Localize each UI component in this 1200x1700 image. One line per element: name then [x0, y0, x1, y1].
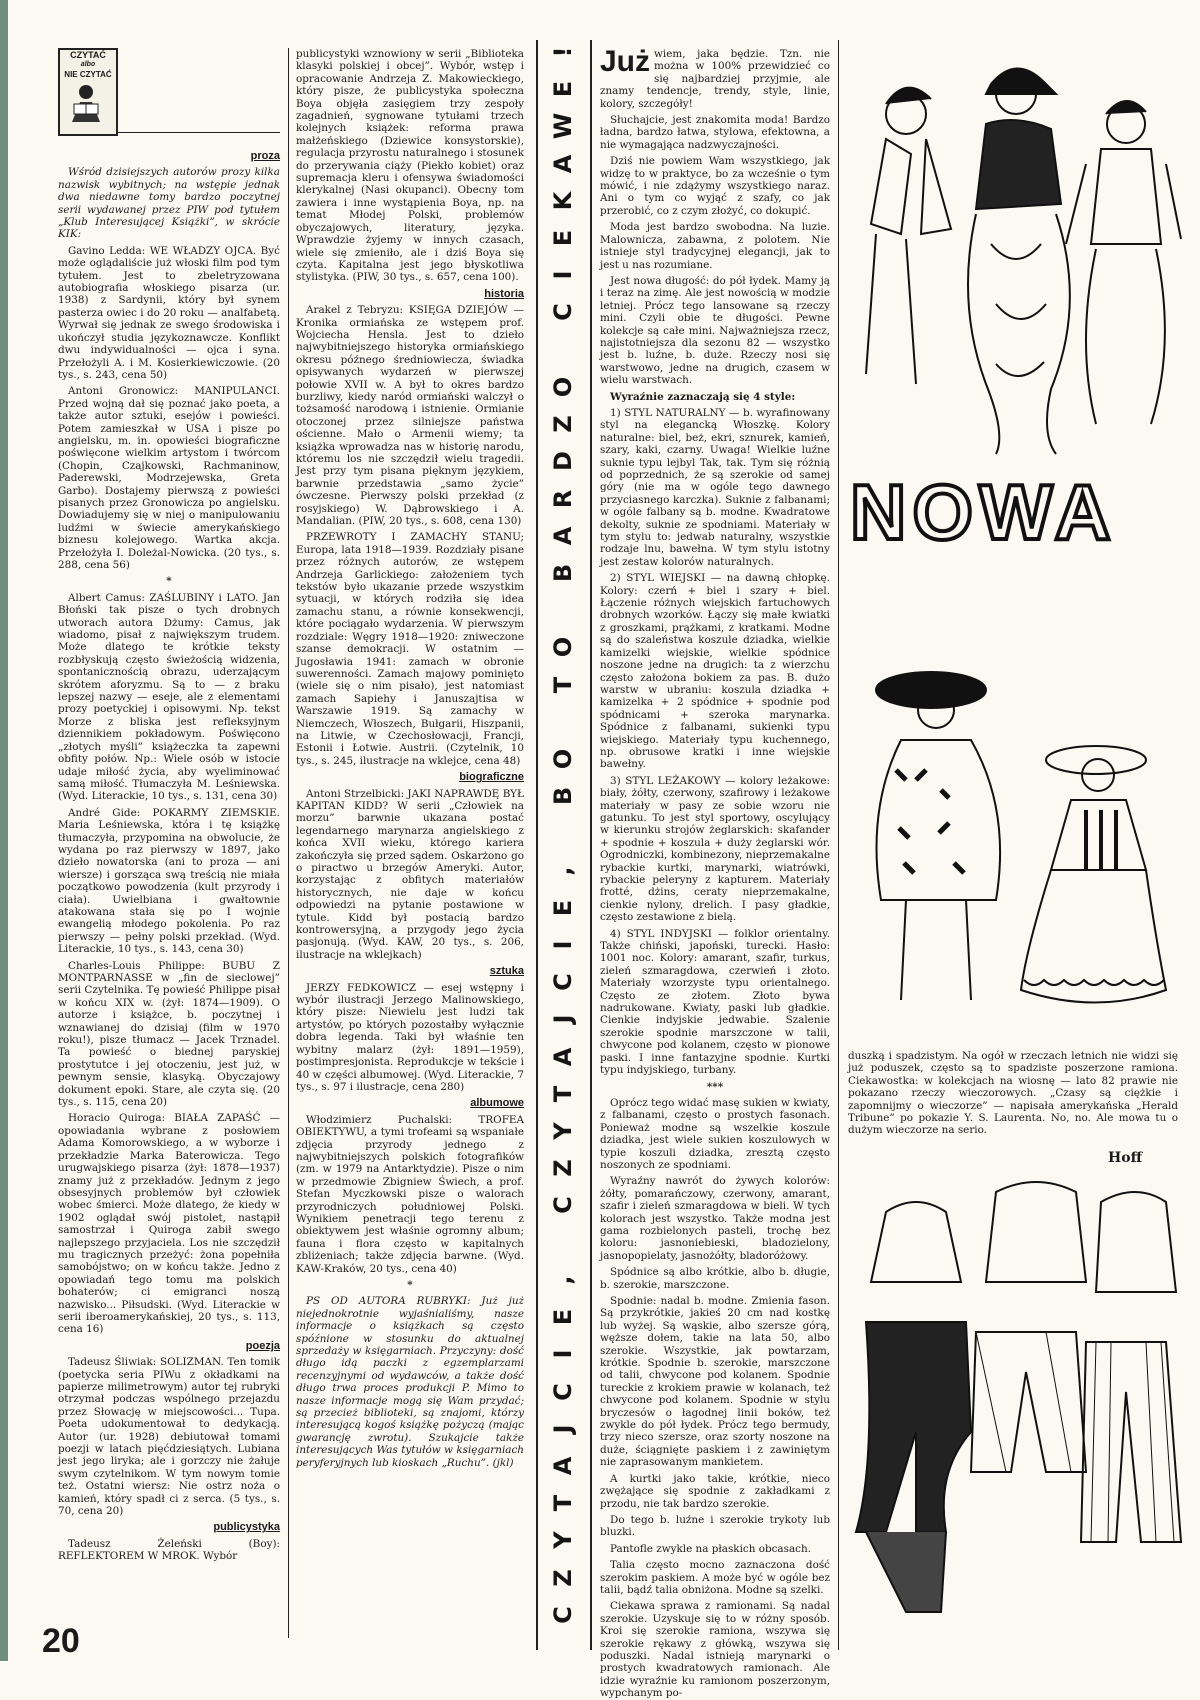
section-label-sztuka: sztuka	[489, 965, 524, 978]
banner-letter: Z	[549, 415, 577, 433]
logo-line3: NIE CZYTAĆ	[64, 70, 112, 79]
section-label-biograficzne: biograficzne	[459, 771, 524, 784]
article-paragraph: Dziś nie powiem Wam wszystkiego, jak widzę to w praktyce, bo za wcześnie o tym mówić, i nie zdążymy wszystkiego naraz. Ani o tym co wyjąć z szafy, co jak przerobić, co z czym złożyć, co dokupić.	[600, 155, 830, 217]
banner-letter: T	[549, 676, 577, 693]
separator-star-2: *	[407, 1279, 413, 1291]
banner-letter: ,	[549, 866, 577, 876]
review-przewroty: PRZEWROTY I ZAMACHY STANU; Europa, lata 1918—1939. Rozdziały pisane przez różnych autorów, ze wstępem Andrzeja Garlickiego: założeniem tych tekstów było ukazanie przede wszystkim sytuacji, w których rodziła się idea zamachu stanu, a równie konsekwencji, które pociągało wydarzenia. W pierwszym rozdziale: Węgry 1918—1920: zniweczone szanse demokracji. W ostatnim — Jugosławia 1941: zamach w obronie suwerenności. Zamach majowy pominięto (wiele się o nim pisało), jest natomiast zamach Sapiehy i Januszajtisa w Warszawie 1919. Są zamachy w Niemczech, Włoszech, Bułgarii, Hiszpanii, na Litwie, w Czechosłowacji, Francji, Estonii i Łotwie. Austrii. (Czytelnik, 10 tys., s. 245, ilustracje na wklejce, cena 48)	[296, 531, 524, 767]
styles-heading: Wyraźnie zaznaczają się 4 style:	[610, 390, 796, 403]
page-number: 20	[42, 1622, 80, 1660]
banner-letter: I	[549, 270, 577, 280]
review-camus: Albert Camus: ZAŚLUBINY i LATO. Jan Błoński tak pisze o tych drobnych utworach autora Dżumy: Camus, jak wiadomo, pisał z największym trudem. Może dlatego te krótkie teksty rozbłyskują często świeżością widzenia, spontanicznością obrazu, uderzającym skrótem aforyzmu. Są to — z braku lepszej nazwy — eseje, ale z elementami prozy poetyckiej i opisowymi. Np. tekst Morze z bliska jest refleksyjnym dziennikiem pokładowym. Poświęcono „złotych myśli” książeczka ta zapewni obfity połów. Np.: Wiele osób w istocie udaje miłość życia, aby wyeliminować samą miłość. Tłumaczyła M. Leśniewska. (Wyd. Literackie, 10 tys., s. 131, cena 30)	[58, 591, 280, 803]
column-divider-3	[590, 40, 592, 1650]
reading-figure-icon	[60, 80, 112, 126]
column-divider-2	[536, 40, 538, 1650]
review-strzelbicki: Antoni Strzelbicki: JAKI NAPRAWDĘ BYŁ KAPITAN KIDD? W serii „Człowiek na morzu” barwnie ukazana postać legendarnego marynarza angielskiego z końca XVII wieku, którego kariera zakończyła się przed sądem. Oskarżono go o piractwo u brzegów Ameryki. Autor, korzystając z obfitych materiałów historycznych, nie daje w końcu odpowiedzi na pytanie postawione w tytule. Kidd był postacią bardzo kontrowersyjną, a przygody jego życia pasjonują. (Wyd. KAW, 20 tys., s. 206, ilustracje na wklejkach)	[296, 787, 524, 961]
column-logo	[58, 48, 118, 136]
review-puchalski: Włodzimierz Puchalski: TROFEA OBIEKTYWU, a tymi trofeami są wspaniałe zdjęcia przyrody jednego z najwybitniejszych polskich fotografików (zm. w 1979 na Antarktydzie). Pisze o nim w przedmowie Zbigniew Świech, a prof. Stefan Myczkowski pisze o walorach przyrodniczych południowej Polski. Wynikiem penetracji tego terenu z obiektywem jest właśnie ogromny album; fauna i flora często w kapitalnych zbliżeniach; także zdjęcia barwne. (Wyd. KAW-Kraków, 20 tys., cena 40)	[296, 1113, 524, 1275]
style-rural: 2) STYL WIEJSKI — na dawną chłopkę. Kolory: czerń + biel i szary + biel. Łączenie różnych wiejskich fartuchowych drobnych wzorków. Łączy się małe kwiatki z groszkami, prążkami, z kratkami. Modne są do szaleństwa koszule dziadka, wielkie kamizelki wiejskie, wielkie spódnice noszone jedne na drugich: ta z wierzchu często założona bokiem za pas. B. dużo warstw w ubraniu: koszula dziadka + kamizelka + 2 spódnice + spodnie pod spódnicami + szeroka marynarka. Spódnice z falbanami, sukienki typu wiejskiego. Materiały typu kuchennego, np. obrusowe kratki i inne wiejskie bawełny.	[600, 572, 830, 771]
page-edge	[0, 0, 8, 1661]
banner-letter: C	[549, 1382, 577, 1401]
section-label-albumowe: albumowe	[470, 1097, 524, 1110]
logo-rule	[118, 132, 280, 133]
banner-letter: Z	[549, 1568, 577, 1587]
ps-note: PS OD AUTORA RUBRYKI: Już już niejednokrotnie wyjaśnialiśmy, nasze informacje o książkach są często spóźnione w stosunku do aktualnej sprzedaży w księgarniach. Przyczyny: dość długo idą paczki z egzemplarzami recenzyjnymi od wydawców, a także dość długo trwa proces produkcji P. Mimo to nasze informacje mogą się Wam przydać; są przecież biblioteki, są znajomi, którzy interesującą kogoś książkę pożyczą (mając gwarancję zwrotu). Szukajcie także interesujących Was tytułów w księgarniach peryferyjnych lub kioskach „Ruchu”. (jkl)	[296, 1295, 524, 1469]
article-paragraph: Spódnice są albo krótkie, albo b. długie, b. szerokie, marszczone.	[600, 1266, 830, 1291]
banner-letter: C	[549, 1196, 577, 1215]
logo-line2: albo	[80, 61, 96, 68]
review-arakel: Arakel z Tebryzu: KSIĘGA DZIEJÓW — Kronika ormiańska ze wstępem prof. Wojciecha Hensla. Jest to dzieło najwybitniejszego historyka ormiańskiego okresu późnego średniowiecza, świadka opisywanych wydarzeń w pierwszej połowie XVII w. A był to okres bardzo burzliwy, kiedy naród ormiański walczył o tożsamość narodową i istnienie. Ormianie otoczonej przez silniejsze państwa ościenne. Mało o Armenii wiemy; ta książka wprowadza nas w historię narodu, któremu los nie szczędził wielu tragedii. Jest przy tym pisana pięknym językiem, barwnie przedstawia „samo życie” ówczesne. Pierwszy polski przekład (z rosyjskiego) W. Dąbrowskiego i A. Mandalian. (PIW, 20 tys., s. 608, cena 130)	[296, 304, 524, 528]
banner-letter: C	[549, 1605, 577, 1624]
column-divider-1	[288, 48, 289, 1638]
book-review-column-1	[58, 150, 280, 1645]
section-label-poezja: poezja	[245, 1339, 280, 1352]
article-paragraph: Pantofle zwykle na płaskich obcasach.	[610, 1542, 811, 1555]
banner-letter: T	[549, 1085, 577, 1103]
banner-letter: O	[549, 376, 577, 398]
banner-letter: ,	[549, 1275, 577, 1285]
article-paragraph: Wyraźny nawrót do żywych kolorów: żółty, pomarańczowy, czerwony, amarant, szafir i zieleń szmaragdowa w bieli. W tych kolorach jest wszystko. Także modna jest gama rozbielonych pasteli, trochę bez koloru: jasnoniebieski, bladozielony, jasnopopielaty, jasnożółty, bladoróżowy.	[600, 1175, 830, 1262]
fashion-article-continuation	[848, 1050, 1178, 1140]
lead-text: wiem, jaka będzie. Tzn. nie można w 100% przewidzieć co się najbardziej przyjmie, ale znamy tendencje, trendy, style, linie, kolory, szczegóły!	[600, 48, 830, 110]
article-paragraph: Słuchajcie, jest znakomita moda! Bardzo ładna, bardzo łatwa, stylowa, efektowna, a nie wymagająca nadzwyczajności.	[600, 114, 830, 151]
drop-cap: Już	[600, 45, 651, 78]
intro-paragraph: Wśród dzisiejszych autorów prozy kilka nazwisk wybitnych; na wstępie jednak dwa niedawne tomy bardzo poczytnej serii wydawanej przez PIW pod tytułem „Klub Interesującej Książki”, w skrócie KIK:	[58, 166, 280, 241]
banner-letter: O	[549, 637, 577, 658]
article-paragraph: Oprócz tego widać masę sukien w kwiaty, z falbanami, często o prostych fasonach. Ponieważ modne są wszelkie koszule dziadka, jest wiele sukien koszulowych w typie koszuli dziadka, zresztą często noszonych ze spodniami.	[600, 1096, 830, 1171]
section-label-publicystyka: publicystyka	[213, 1521, 280, 1534]
vertical-banner	[544, 40, 582, 1640]
banner-letter: !	[549, 46, 577, 58]
style-indian: 4) STYL INDYJSKI — folklor orientalny. Także chiński, japoński, turecki. Hasło: 1001 noc. Kolory: amarant, szafir, turkus, zieleń szmaragdowa, czerwień i złoto. Materiały wzorzyste typu orientalnego. Często ze złotem. Złoto bywa nadrukowane. Kwiaty, paski lub gładkie. Cienkie indyjskie jedwabie. Szalenie szerokie spodnie marszczone w talii, chwycone pod kolanem, często w pionowe paski. I inne fantazyjne spodnie. Kurtki typu indyjskiego, turbany.	[600, 927, 830, 1077]
banner-letter: A	[549, 526, 577, 546]
banner-letter: E	[549, 81, 577, 98]
review-ledda: Gavino Ledda: WE WŁADZY OJCA. Być może oglądaliście już włoski film pod tym tytułem. Jest to zbeletryzowana autobiografia włoskiego pisarza (ur. 1938) z Sardynii, który był synem pasterza owiec i do 20 roku — analfabetą. Wyrwał się jednak ze swego środowiska i ukończył studia językoznawcze. Konflikt dwu indywidualności — ojca i syna. Przełożyli A. i M. Kosierkiewiczowie. (20 tys., s. 243, cena 50)	[58, 244, 280, 381]
banner-letter: D	[549, 451, 577, 472]
article-paragraph: A kurtki jako takie, krótkie, nieco zwężające się spodnie z zakładkami z przodu, nie tak bardzo szerokie.	[600, 1472, 830, 1510]
banner-letter: Y	[549, 1122, 577, 1140]
headline	[850, 470, 1186, 554]
banner-letter: W	[549, 113, 577, 140]
section-label-historia: historia	[484, 287, 524, 300]
review-quiroga: Horacio Quiroga: BIAŁA ZAPAŚĆ — opowiadania wybrane z posłowiem Adama Komorowskiego, a w wyborze i przekładzie Marka Baterowicza. Tego urugwajskiego pisarza (żył: 1878—1937) znamy już z przekładów. Jednym z jego obsesyjnych problemów był człowiek wobec śmierci. Może dlatego, że kiedy w 1902 oglądał swój pistolet, nastąpił samostrzał i Quiroga zabił swego najlepszego przyjaciela. Los nie szczędził mu tragicznych przeżyć: żona popełniła samobójstwo; on w końcu także. Jedno z opowiadań tego tomu ma polskich bohaterów; ci emigranci noszą nazwisko... Piłsudski. (Wyd. Literackie w serii iberoamerykańskiej, 20 tys., s. 113, cena 16)	[58, 1112, 280, 1336]
banner-letter: C	[549, 973, 577, 992]
article-paragraph: Talia często mocno zaznaczona dość szerokim paskiem. A może być w ogóle bez talii, bądź talia obniżona. Modne są szelki.	[600, 1559, 830, 1596]
headline-text: NOWA	[850, 468, 1117, 556]
banner-letter: E	[549, 229, 577, 247]
fashion-illustration-two-dresses	[846, 570, 1186, 1040]
separator-star: *	[166, 575, 172, 588]
banner-letter: A	[549, 154, 577, 173]
banner-letter: E	[549, 899, 577, 917]
banner-letter: O	[549, 748, 577, 770]
fashion-article-column	[600, 45, 830, 1700]
article-paragraph: Spodnie: nadal b. modne. Zmienia fason. Są przykrótkie, jakieś 20 cm nad kostkę lub wyżej. Są wąskie, albo szersze górą, węższe dołem, takie na lata 50, albo szerokie. Wszystkie, jak powtarzam, krótkie. Spodnie b. szerokie, marszczone od talii, chwycone pod kolanem. Spodnie tureckie z krokiem prawie w kolanach, też chwycone pod kolanem. Spodnie w stylu bryczesów o łagodnej linii boków, też zwykle do pół łydek. Prócz tego bermudy, trzy nieco szersze, oraz szorty noszone na duże, ściągnięte paskiem i z zawiniętym nie zaprasowanym mankietem.	[600, 1295, 830, 1469]
review-philippe: Charles-Louis Philippe: BUBU Z MONTPARNASSE w „fin de sieclowej” serii Czytelnika. Tę powieść Philippe pisał w końcu XIX w. (żył: 1874—1909). O autorze i książce, b. poczytnej i wznawianej do dzisiaj (film w 1970 roku!), pisze tłumacz — Jacek Trznadel. Ta powieść o biednej paryskiej prostytutce i jej otoczeniu, jest już, w pewnym sensie, klasyką. Obyczajowy dokument epoki. Stare, ale czyta się. (20 tys., s. 115, cena 20)	[58, 959, 280, 1109]
review-boy-cont: publicystyki wznowiony w serii „Biblioteka klasyki polskiej i obcej”. Wybór, wstęp i opracowanie Andrzeja Z. Makowieckiego, który pisze, że publicystyka społeczna Boya objęła zasięgiem trzy zespoły zagadnień, sygnowane tytułami trzech kolejnych książek: reforma prawa małżeńskiego (Dziewice konsystorskie), regulacja przyrostu naturalnego i stosunek do przerywania ciąży (Piekło kobiet) oraz supremacja kleru i ofensywa świadomości klerykalnej (Nasi okupanci). Obecny tom zawiera i inne wystąpienia Boya, np. na temat Młodej Polski, problemów obyczajowych, literatury, języka. Wprawdzie żyjemy w innych czasach, wiele się zmieniło, ale i dziś Boya się czyta. Kapitalna jest jego błyskotliwa stylistyka. (PIW, 30 tys., s. 657, cena 100).	[296, 48, 524, 284]
fashion-illustration-three-women	[846, 44, 1186, 464]
banner-letter: A	[549, 1456, 577, 1476]
separator-stars: ***	[706, 1080, 724, 1093]
banner-letter: Y	[549, 1531, 577, 1550]
article-paragraph: Jest nowa długość: do pół łydek. Mamy ją i teraz na zimę. Ale jest nowością w modzie letniej. Prócz tego lansowane są rzeczy mini. Czyli obie te długości. Pewne kolekcje są całe mini. Najważniejsza rzecz, najistotniejsza dla sezonu 82 — wszystko jest b. luźne, b. duże. Rzeczy nosi się warstwowo, jedne na drugich, czasem w wielu warstwach.	[600, 274, 830, 387]
banner-letter: C	[549, 303, 577, 322]
banner-letter: B	[549, 787, 577, 806]
logo-line1: CZYTAĆ	[70, 50, 106, 60]
review-sliwiak: Tadeusz Śliwiak: SOLIZMAN. Ten tomik (poetycka seria PIWu z okładkami na papierze milimetrowym) autor tej rubryki otrzymał podczas wspólnego przejazdu przez Słowację w miejscowości... Tupa. Poeta udokumentował to dedykacją. Autor (ur. 1928) debiutował tomami poezji w latach pięćdziesiątych. Lubiana jest jego liryka; ale i gorzczy nie żałuje swym czytelnikom. W tym nowym tomie też. Ostatni wiersz: Nie ostrz noża o kamień, który spadł ci z serca. (5 tys., s. 70, cena 20)	[58, 1356, 280, 1518]
banner-letter: J	[549, 1424, 577, 1434]
review-boy: Tadeusz Żeleński (Boy): REFLEKTOREM W MROK. Wybór	[58, 1537, 280, 1563]
banner-letter: T	[549, 1494, 577, 1512]
banner-letter: E	[549, 1308, 577, 1326]
banner-letter: A	[549, 1047, 577, 1066]
review-gide: André Gide: POKARMY ZIEMSKIE. Maria Leśniewska, która i tę książkę tłumaczyła, przypomina na obwolucie, że wydana po raz pierwszy w 1897, jako dzieło nowatorska (ani to proza — ani wiersze) i gorsząca swą treścią nie miała początkowo powodzenia (kult przyrody i ciała). Uwielbiana i gwałtownie atakowana stała się po I wojnie ewangelią młodego pokolenia. Po raz pierwszy — pełny polski przekład. (Wyd. Literackie, 10 tys., s. 143, cena 30)	[58, 806, 280, 956]
continuation-paragraph: duszką i spadzistym. Na ogół w rzeczach letnich nie widzi się już poduszek, często są to spadziste poszerzone ramiona. Ciekawostka: w kolekcjach na wiosnę — lato 82 prawie nie pokazano rzeczy wieczorowych. „Czasy są ciężkie i zapomnijmy o wieczorze” — napisała amerykańska „Herald Tribune” po pokazie Y. S. Laurenta. No, no. Ale mowa tu o dużym wieczorze na serio.	[848, 1050, 1178, 1137]
author-signature: Hoff	[1108, 1150, 1143, 1166]
banner-letter: J	[549, 1014, 577, 1024]
banner-letter: I	[549, 1349, 577, 1359]
banner-letter: I	[549, 940, 577, 950]
book-review-column-2	[296, 48, 524, 1638]
banner-letter: K	[549, 191, 577, 211]
article-paragraph: Ciekawa sprawa z ramionami. Są nadal szerokie. Uzyskuje się to w różny sposób. Kroi się szerokie ramiona, wszywa się szerokie rękawy z główką, wszywa się poduszki. Nadal istnieją marynarki o prostych kwadratowych ramionach. Ale idzie wyraźnie ku ramionom poszerzonym, wypchanym po-	[600, 1600, 830, 1700]
banner-letter: R	[549, 489, 577, 508]
article-paragraph: Moda jest bardzo swobodna. Na luzie. Malownicza, zabawna, z polotem. Nie istnieje styl tradycyjnej elegancji, jak to jest u nas rozumiane.	[600, 221, 830, 271]
banner-letter: Z	[549, 1159, 577, 1177]
banner-letter: B	[549, 563, 577, 583]
column-divider-4	[838, 40, 839, 1650]
style-deckchair: 3) STYL LEŻAKOWY — kolory leżakowe: biały, żółty, czerwony, szafirowy i leżakowe materiały w pasy ze sobie wzoru nie gatunku. To jest styl sportowy, oscylujący w kierunku strojów żeglarskich: skafander + spodnie + koszula + duży żeglarski wór. Ogrodniczki, kombinezony, nieprzemakalne rybackie kurtki, marynarki, wiatrówki, rybackie peleryny z kapturem. Materiały frotté, dżins, ceraty nieprzemakalne, cienkie nylony, drelich. I pasy gładkie, często zestawione z bielą.	[600, 774, 830, 924]
review-gronowicz: Antoni Gronowicz: MANIPULANCI. Przed wojną dał się poznać jako poeta, a także autor sztuki, esejów i powieści. Potem zamieszkał w USA i pisze po angielsku, m. in. opowieści biograficzne poświęcone wielkim artystom i twórcom (Chopin, Czajkowski, Rachmaninow, Paderewski, Modrzejewska, Greta Garbo). Dostajemy pierwszą z powieści pisanych przez Gronowicza po angielsku. Dowiadujemy się w niej o manipulowaniu ludźmi w świecie amerykańskiego biznesu kolejowego. Wartka akcja. Przełożyła I. Doleżal-Nowicka. (20 tys., s. 288, cena 56)	[58, 385, 280, 571]
section-label-proza: proza	[250, 150, 280, 162]
style-natural: 1) STYL NATURALNY — b. wyrafinowany styl na elegancką Włoszkę. Kolory naturalne: biel, beż, ekri, sznurek, kamień, szary, kaki, czarny. Uwaga! Wielkie luźne suknie typu lejbyl Tak, tak. Tym się różnią od poprzednich, że są szerokie od samej góry (nie ma w ogóle tego dawnego przyciasnego karczka). Suknie z falbanami; w ogóle falbany są b. modne. Kwadratowe dekolty, suknie ze spodniami. Materiały w tym stylu to: jedwab naturalny, wszystkie rodzaje lnu, bawełna. W tym stylu istotny jest zestaw kolorów naturalnych.	[600, 406, 830, 568]
article-paragraph: Do tego b. luźne i szerokie trykoty lub bluzki.	[600, 1513, 830, 1539]
fashion-illustration-trousers	[846, 1172, 1186, 1652]
review-fedkowicz: JERZY FEDKOWICZ — esej wstępny i wybór ilustracji Jerzego Malinowskiego, który pisze: Niewielu jest ludzi tak artystów, po których pozostałby wyłącznie dobra legenda. Taki był właśnie ten wybitny malarz (żył: 1891—1959), postimpresjonista. Reprodukcje w tekście i 40 w części albumowej. (Wyd. Literackie, 7 tys., s. 97 i ilustracje, cena 280)	[296, 981, 524, 1093]
lead-paragraph	[600, 45, 830, 110]
